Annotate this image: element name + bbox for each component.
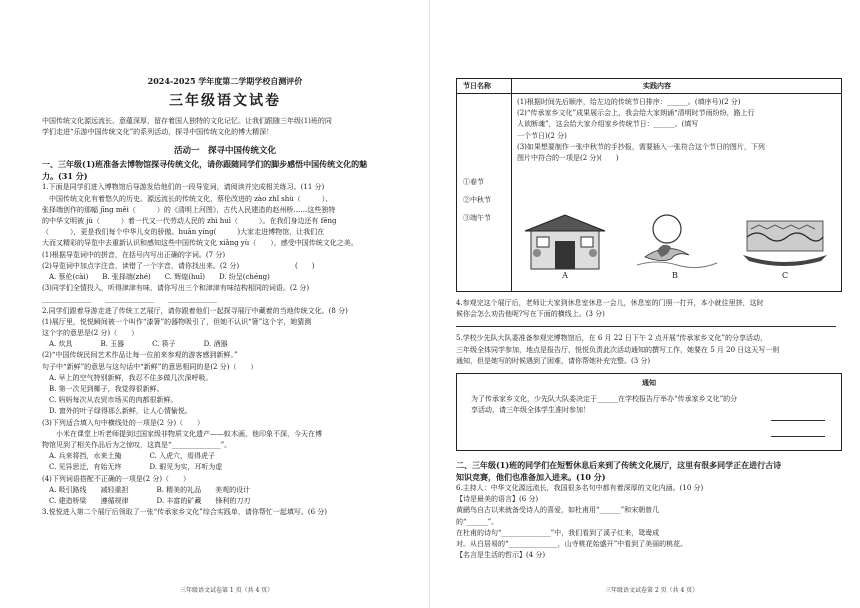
part-heading: 二、三年级(1)班的同学们在短暂休息后来到了传统文化展厅，这里有很多同学正在进行古诗 — [456, 460, 782, 471]
option-line: A. 炊具 B. 玉器 C. 筷子 D. 酒器 — [42, 340, 228, 349]
col-header-practice: 实践内容 — [643, 81, 671, 90]
festival-item: ②中秋节 — [463, 196, 491, 204]
activity-heading: 活动一 探寻中国传统文化 — [173, 146, 276, 157]
picture-c-dragon-boat — [737, 211, 833, 271]
picture-label: A — [562, 271, 568, 280]
page-footer: 三年级语文试卷第 1 页（共 4 页） — [180, 587, 274, 594]
notice-box — [456, 373, 842, 451]
col-header-festival: 节日名称 — [463, 81, 491, 90]
option-line: A. 兵来将挡，水来土掩 C. 入虎穴，焉得虎子 — [42, 452, 216, 461]
picture-b-moon-fairy — [627, 211, 723, 271]
part-heading: 力。(31 分) — [42, 171, 88, 182]
exam-page-2 — [430, 0, 860, 608]
question-line: (2)导览词中加点字注音，读错了一个字音，请你找出来。(2 分) ( ) — [42, 261, 315, 270]
date-underline — [771, 436, 825, 437]
part-2 — [456, 459, 842, 483]
practice-tasks — [517, 97, 835, 164]
notice-line: 为了传承家乡文化，少先队大队委决定于______在学校报告厅举办“传承家乡文化”的分 — [471, 395, 738, 404]
intro-line: 中国传统文化源远流长、意蕴深厚，留存着国人独特的文化记忆。让我们跟随三年级(1)班的同 — [42, 117, 332, 125]
task-line: (3)如果想要制作一张中秋节的手抄报，需要插入一张符合这个节日的图片，下列 — [517, 142, 765, 151]
question-line: 黄鹂鸟自古以来就备受诗人的喜爱，如杜甫用“______”和宋朝曾几 — [456, 506, 660, 515]
question-line: 3.悦悦进入第二个展厅后领取了一张“传承家乡文化”综合实践单，请你帮忙一起填写。(6 分) — [42, 508, 327, 517]
question-line: (3)下列适合填入句中横线处的一项是(2 分)（ ） — [42, 418, 205, 427]
picture-label: B — [672, 271, 678, 280]
festival-pictures — [517, 211, 835, 281]
question-line: （ ），更是我们每个中华儿女的骄傲。huān yíng( )大家走进博物馆，让我们在 — [42, 228, 325, 237]
task-line: (2)“传承家乡文化”成果展示会上，我会给大家朗诵“清明时节雨纷纷，路上行 — [517, 109, 755, 118]
question-line: 小米在课堂上听老师提到过国家级非物质文化遗产——蚁木画，他印象不深，今天在博 — [42, 429, 322, 438]
picture-a-building — [517, 211, 613, 271]
question-2 — [42, 306, 408, 519]
answer-underline — [456, 326, 836, 327]
question-6 — [456, 483, 842, 561]
task-line: 图片中符合的一项是(2 分)( ) — [517, 154, 619, 163]
task-line: (1)根据时间先后顺序，给左边的传统节日排序：______。(填序号)(2 分) — [517, 98, 741, 106]
question-line: 对。从白居易的“______________，山寺桃花始盛开”中看到了美丽的桃花。 — [456, 540, 688, 549]
question-line: 【诗是最美的语言】(6 分) — [456, 495, 539, 504]
notice-title: 通知 — [642, 378, 656, 388]
festival-item: ③端午节 — [463, 214, 491, 222]
option-line: B. 第一次见到椰子，我觉得很新鲜。 — [42, 385, 164, 394]
festival-list — [463, 173, 491, 227]
question-line: 通知，但是她写的时候遇到了困难，请你帮她补充完整。(3 分) — [456, 356, 651, 365]
table-header — [457, 79, 841, 94]
question-1 — [42, 182, 408, 305]
exam-title: 三年级语文试卷 — [169, 93, 281, 109]
option-line: C. 见异思迁，有始无终 D. 眼见为实，耳听为虚 — [42, 463, 223, 472]
picture-label: C — [781, 271, 789, 280]
question-line: (3)同学们全情投入，听得津津有味，请你写出三个和津津有味结构相同的词语。(2 分) — [42, 284, 310, 293]
question-line: 【名言是生活的哲示】(4 分) — [456, 551, 546, 560]
question-line: 句子中“新鲜”的意思与这句话中“新鲜”的意思相同的是(2 分)（ ） — [42, 362, 258, 371]
question-line: 物馆见到了相关作品后为之惊叹，这真是“______________”。 — [42, 441, 232, 450]
festival-table — [456, 78, 842, 292]
question-line: 在杜甫的诗句“______________”中，我们看到了溪子红来，鸳鸯成 — [456, 528, 660, 537]
question-5 — [456, 333, 842, 367]
answer-line: ______________ ______________ ______________ — [42, 295, 217, 304]
question-line: (1)根据导览词中的拼音，在括号内写出正确的字词。(7 分) — [42, 250, 226, 259]
option-line: D. 窗外的叶子绿得那么新鲜，让人心情愉悦。 — [42, 407, 192, 416]
question-line: (4)下列词语搭配不正确的一项是(2 分)（ ） — [42, 474, 191, 483]
question-line: 5.学校少先队大队委准备参观完博物馆后，在 6 月 22 日下午 2 点开展“传承家乡文化”的分享活动， — [456, 334, 767, 343]
option-line: A. 吸引路线 减轻重担 B. 精美的礼品 美观的设计 — [42, 485, 251, 494]
signature-underline — [771, 420, 825, 421]
question-line: 的中华文明被 jù（ ）着一代又一代劳动人民的 zhì huì（ ）。在我们身边还有 fēng — [42, 217, 337, 226]
question-line: 1.下面是同学们进入博物馆后导游发给他们的一段导览词，请阅读并完成相关练习。(11 分) — [42, 183, 325, 192]
question-line: 的“______”。 — [456, 517, 499, 526]
option-line: C. 妈妈每次从农贸市场买的肉都很新鲜。 — [42, 396, 178, 405]
question-line: 张择端创作的那幅 jīng měi（ ）的《清明上河图》，古代人民建造的赵州桥……这些独特 — [42, 205, 336, 214]
option-line: A. 早上的空气特别新鲜，我忍不住多做几次深呼吸。 — [42, 373, 213, 382]
question-line: A. 蔡伦(cài) B. 张择端(zhé) C. 辉煌(huī) D. 纷呈(chéng) — [42, 273, 270, 282]
question-line: 4.参观完这个展厅后，老师让大家到休息室休息一会儿，休息室的门照一打开，本小就往里挤，这时 — [456, 299, 764, 307]
question-line: 候你会怎么劝告他呢?写在下面的横线上。(3 分) — [456, 310, 605, 319]
festival-item: ①春节 — [463, 178, 484, 186]
school-year-line: 2024-2025 学年度第二学期学校自测评价 — [147, 76, 303, 86]
task-line: 一个节日)(2 分) — [517, 131, 567, 140]
notice-line: 享活动，请三年级全体学生准时参加！ — [471, 406, 590, 415]
part-heading: 知识竞赛，他们也准备加入进来。(10 分) — [456, 472, 606, 483]
question-line: 这个字的意思是(2 分)（ ） — [42, 329, 139, 338]
question-4 — [456, 298, 842, 327]
page-footer: 三年级语文试卷第 2 页（共 4 页） — [605, 587, 699, 594]
question-line: 6.主持人：中华文化源远流长，我国很多名句中都有着深厚的文化内涵。(10 分) — [456, 484, 704, 493]
question-line: 中国传统文化有着悠久的历史。源远流长的传统文化，蔡伦改进的 zào zhǐ shù（ ）、 — [42, 194, 333, 203]
part-heading: 一、三年级(1)班准备去博物馆探寻传统文化，请你跟随同学们的脚步感悟中国传统文化的魅 — [42, 159, 368, 170]
question-line: (2)“中国传统民间艺术作品让每一位前来参观的游客感到新鲜。” — [42, 351, 238, 360]
question-line: (1)展厅里，悦悦瞬间被一个叫作“漆箸”的器物吸引了，但她不认识“箸”这个字，她猜测 — [42, 317, 312, 326]
question-line: 大而又精彩的导览中去重新认识和感知这些中国传统文化 xiǎng yù（ ），感受中国传统文化之美。 — [42, 239, 358, 248]
option-line: C. 建造桥梁 遵循规律 D. 丰富的矿藏 锋利的刀刃 — [42, 497, 251, 506]
table-divider — [511, 79, 512, 291]
question-line: 2.同学们跟着导游走进了传统工艺展厅，请你跟着他们一起探寻展厅中藏着的当地传统文化。(8 分) — [42, 306, 348, 315]
question-line: 三年级全体同学参加，地点是报告厅，悦悦负责此次活动通知的撰写工作，她要在 5 月 20 日这天写一则 — [456, 345, 780, 354]
intro-line: 学们走进“乐游中国传统文化”的系列活动，探寻中国传统文化的博大精深！ — [42, 128, 274, 137]
task-line: 人欲断魂”，这会给大家介绍家乡传统节日：______。(填写 — [517, 120, 699, 129]
